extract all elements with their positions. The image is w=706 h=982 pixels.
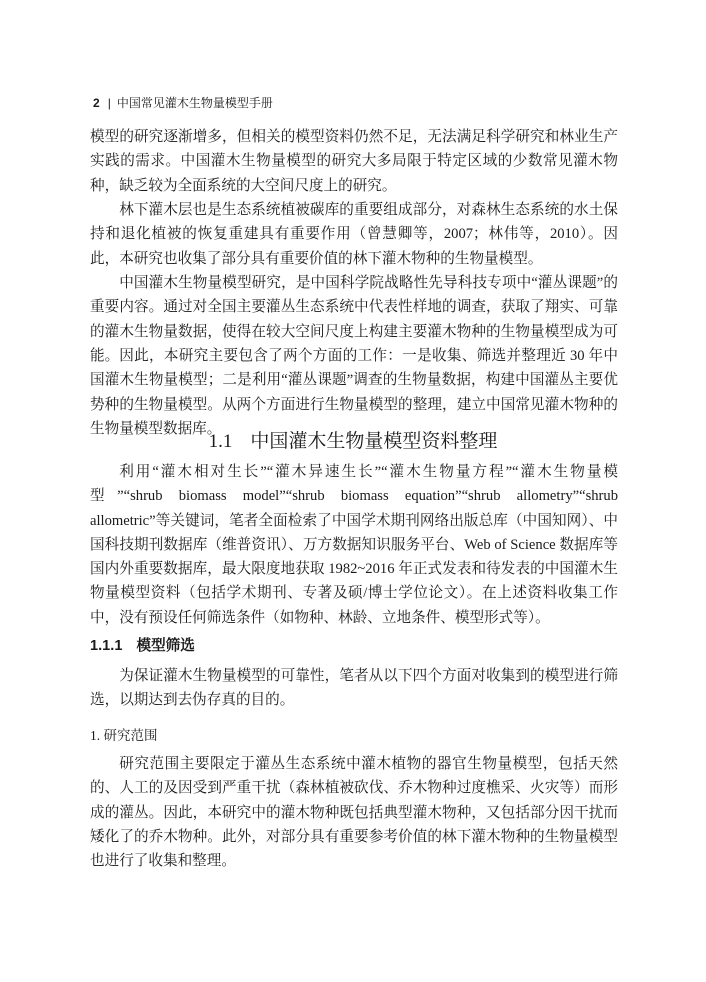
section-number: 1.1 [208, 431, 233, 452]
paragraph: 研究范围主要限定于灌丛生态系统中灌木植物的器官生物量模型，包括天然的、人工的及因受到严重干扰（森林植被砍伐、乔木物种过度樵采、火灾等）而形成的灌丛。因此，本研究中的灌木物种既包括典型灌木物种，又包括部分因干扰而矮化了的乔木物种。此外，对部分具有重要参考价值的林下灌木物种的生物量模型也进行了收集和整理。 [90, 756, 618, 870]
paragraph: 林下灌木层也是生态系统植被碳库的重要组成部分，对森林生态系统的水土保持和退化植被的恢复重建具有重要作用（曾慧卿等，2007；林伟等，2010）。因此，本研究也收集了部分具有重要价值的林下灌木物种的生物量模型。 [90, 202, 618, 267]
header-separator: | [107, 96, 111, 110]
page-number: 2 [93, 96, 100, 110]
item-heading: 1. 研究范围 [90, 728, 158, 743]
paragraph: 利用“灌木相对生长”“灌木异速生长”“灌木生物量方程”“灌木生物量模型”“shrub biomass model”“shrub biomass equation”“shrub allometry”“shrub allometric”等关键词，笔者全面检索了中国学术期刊网络出版总库（中国知网）、中国科技期刊数据库（维普资讯）、万方数据知识服务平台、Web of Science 数据库等国内外重要数据库，最大限度地获取 1982~2016 年正式发表和待发表的中国灌木生物量模型资料（包括学术期刊、专著及硕/博士学位论文）。在上述资料收集工作中，没有预设任何筛选条件（如物种、林龄、立地条件、模型形式等）。 [90, 464, 618, 626]
paragraph: 因此，本研究主要包含了两个方面的工作：一是收集、筛选并整理近 30 年中国灌木生物量模型；二是利用“灌丛课题”调查的生物量数据，构建中国灌丛主要优势种的生物量模型。从两个方面进行生物量模型的整理，建立中国常见灌木物种的生物量模型数据库。 [90, 348, 618, 437]
book-title: 中国常见灌木生物量模型手册 [116, 96, 273, 110]
subsection-heading [90, 634, 195, 655]
section-heading [0, 426, 706, 453]
paragraph: 中国灌木生物量模型研究，是中国科学院战略性先导科技专项中“灌丛课题”的重要内容。通过对全国主要灌丛生态系统中代表性样地的调查，获取了翔实、可靠的灌木生物量数据，使得在较大空间尺度上构建主要灌木物种的生物量模型成为可能。 [90, 275, 618, 364]
running-header [93, 94, 273, 111]
subsection-number: 1.1.1 [90, 638, 123, 654]
paragraph: 模型的研究逐渐增多，但相关的模型资料仍然不足，无法满足科学研究和林业生产实践的需求。中国灌木生物量模型的研究大多局限于特定区域的少数常见灌木物种，缺乏较为全面系统的大空间尺度上的研究。 [90, 129, 618, 194]
section-title: 中国灌木生物量模型资料整理 [250, 431, 498, 452]
paragraph: 为保证灌木生物量模型的可靠性，笔者从以下四个方面对收集到的模型进行筛选，以期达到去伪存真的目的。 [90, 668, 618, 709]
subsection-title: 模型筛选 [136, 638, 195, 654]
